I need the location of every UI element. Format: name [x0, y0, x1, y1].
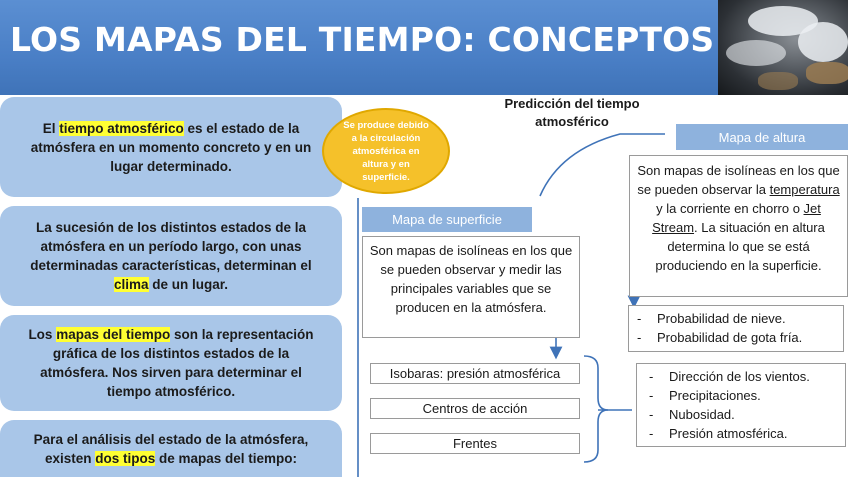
concept-card-weather: El tiempo atmosférico es el estado de la atmósfera en un momento concreto y en un lugar determinado.	[0, 97, 342, 197]
highlight-term: mapas del tiempo	[56, 327, 171, 342]
surface-item-action-centers: Centros de acción	[370, 398, 580, 419]
highlight-term: clima	[113, 277, 149, 292]
list-item: - Dirección de los vientos.	[649, 367, 833, 386]
concept-card-climate: La sucesión de los distintos estados de la atmósfera en un período largo, con unas determinadas características, determinan el clima de un lugar.	[0, 206, 342, 306]
list-item: - Nubosidad.	[649, 405, 833, 424]
cause-oval: Se produce debido a la circulación atmosférica en altura y en superficie.	[322, 108, 450, 194]
page-title: LOS MAPAS DEL TIEMPO: CONCEPTOS	[10, 20, 715, 59]
concept-card-weather-maps: Los mapas del tiempo son la representación gráfica de los distintos estados de la atmósfera. Nos sirven para determinar el tiempo atmosférico.	[0, 315, 342, 411]
surface-item-isobars: Isobaras: presión atmosférica	[370, 363, 580, 384]
surface-outputs-list	[636, 363, 846, 447]
list-item: - Probabilidad de nieve.	[637, 309, 835, 328]
concept-card-map-types: Para el análisis del estado de la atmósfera, existen dos tipos de mapas del tiempo:	[0, 420, 342, 477]
altitude-probabilities-list	[628, 305, 844, 352]
tab-surface-map: Mapa de superficie	[362, 207, 532, 232]
list-item: - Precipitaciones.	[649, 386, 833, 405]
prediction-label: Predicción del tiempo atmosférico	[504, 96, 640, 129]
highlight-term: dos tipos	[95, 450, 156, 466]
list-item: - Probabilidad de gota fría.	[637, 328, 835, 347]
altitude-map-description: Son mapas de isolíneas en los que se pueden observar la temperatura y la corriente en chorro o Jet Stream. La situación en altura determina lo que se está produciendo en la superficie.	[629, 155, 848, 297]
surface-item-fronts: Frentes	[370, 433, 580, 454]
surface-map-description: Son mapas de isolíneas en los que se pueden observar y medir las principales variables que se producen en la atmósfera.	[362, 236, 580, 338]
satellite-image	[718, 0, 848, 95]
list-item: - Presión atmosférica.	[649, 424, 833, 443]
tab-altitude-map: Mapa de altura	[676, 124, 848, 150]
highlight-term: tiempo atmosférico	[59, 120, 184, 136]
